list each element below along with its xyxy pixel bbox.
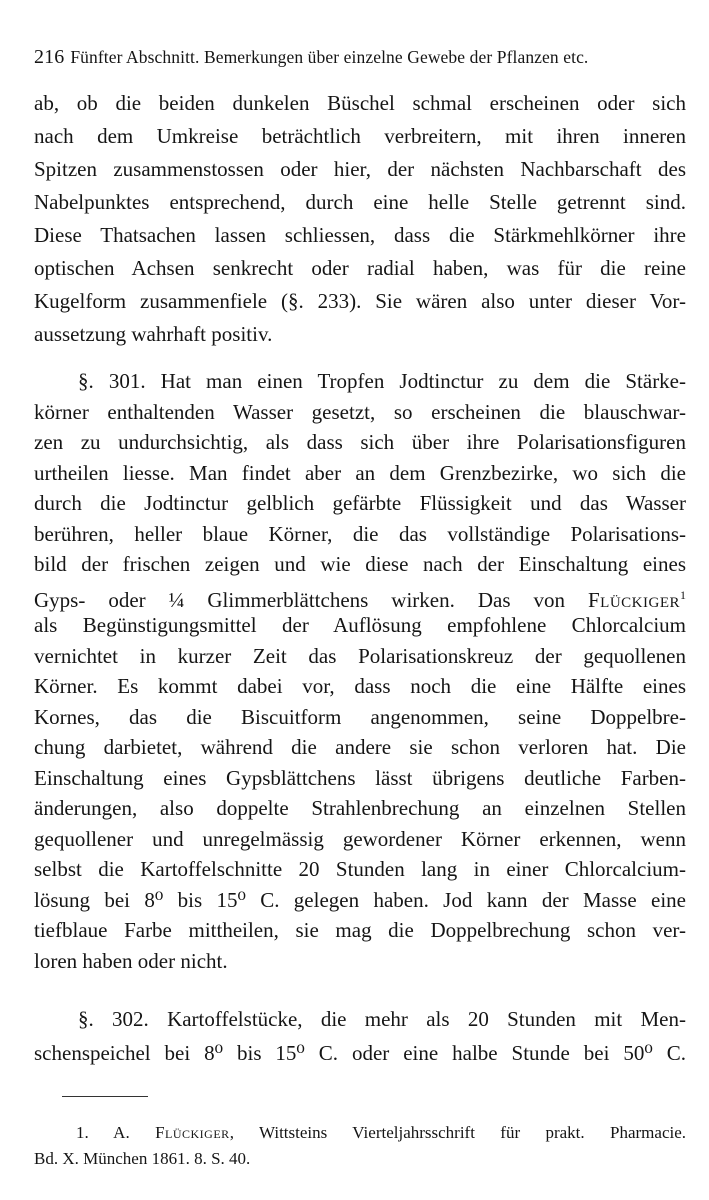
paragraph-line: chung darbietet, während die andere sie schon verloren hat. Die xyxy=(34,735,686,759)
paragraph-line: loren haben oder nicht. xyxy=(34,948,228,973)
paragraph-line: durch die Jodtinctur gelblich gefärbte Flüssigkeit und das Wasser xyxy=(34,491,686,515)
footnote-rule xyxy=(62,1096,148,1097)
author-name: Flückiger xyxy=(587,587,680,612)
paragraph-line xyxy=(34,578,686,612)
paragraph-line: tiefblaue Farbe mittheilen, sie mag die Doppelbrechung schon ver- xyxy=(34,918,686,942)
section-302-line: §. 302. Kartoffelstücke, die mehr als 20 Stunden mit Men- xyxy=(78,1006,686,1031)
footnote-author-initial: A. xyxy=(113,1123,130,1142)
paragraph-line: Diese Thatsachen lassen schliessen, dass die Stärkmehlkörner ihre xyxy=(34,223,686,247)
paragraph-line: körner enthaltenden Wasser gesetzt, so erscheinen die blauschwar- xyxy=(34,399,686,424)
footnote-line: Bd. X. München 1861. 8. S. 40. xyxy=(34,1149,251,1168)
paragraph-line: vernichtet in kurzer Zeit das Polarisationskreuz der gequollenen xyxy=(34,643,686,668)
footnote-author: Flückiger xyxy=(155,1123,230,1142)
paragraph-line: ab, ob die beiden dunkelen Büschel schmal erscheinen oder sich xyxy=(34,91,686,115)
paragraph-line: Kornes, das die Biscuitform angenommen, seine Doppelbre- xyxy=(34,704,686,729)
paragraph-line: gequollener und unregelmässig gewordener Körner erkennen, wenn xyxy=(34,826,686,851)
page-number: 216 xyxy=(34,46,65,68)
footnote-line xyxy=(76,1120,686,1146)
paragraph-line: nach dem Umkreise beträchtlich verbreitern, mit ihren inneren xyxy=(34,124,686,148)
paragraph-line: Einschaltung eines Gypsblättchens lässt übrigens deutliche Farben- xyxy=(34,765,686,790)
paragraph-line: änderungen, also doppelte Strahlenbrechung an einzelnen Stellen xyxy=(34,796,686,820)
paragraph-line: schenspeichel bei 8⁰ bis 15⁰ C. oder eine halbe Stunde bei 50⁰ C. xyxy=(34,1040,686,1065)
line-text: Gyps- oder ¼ Glimmerblättchens wirken. Das von xyxy=(34,587,588,612)
paragraph-line: Spitzen zusammenstossen oder hier, der nächsten Nachbarschaft des xyxy=(34,157,686,181)
paragraph-line: lösung bei 8⁰ bis 15⁰ C. gelegen haben. Jod kann der Masse eine xyxy=(34,887,686,912)
paragraph-line: aussetzung wahrhaft positiv. xyxy=(34,322,273,346)
footnote-text: , Wittsteins Vierteljahrsschrift für prakt. Pharmacie. xyxy=(229,1123,687,1142)
paragraph-line: optischen Achsen senkrecht oder radial haben, was für die reine xyxy=(34,256,686,280)
paragraph-line: berühren, heller blaue Körner, die das vollständige Polarisations- xyxy=(34,521,686,546)
paragraph-line: zen zu undurchsichtig, als dass sich über ihre Polarisationsfiguren xyxy=(34,430,686,454)
paragraph-line: bild der frischen zeigen und wie diese nach der Einschaltung eines xyxy=(34,552,686,576)
paragraph-line: Nabelpunktes entsprechend, durch eine helle Stelle getrennt sind. xyxy=(34,190,686,214)
paragraph-line: Kugelform zusammenfiele (§. 233). Sie wären also unter dieser Vor- xyxy=(34,289,686,313)
footnote-number: 1. xyxy=(76,1123,89,1142)
paragraph-line: als Begünstigungsmittel der Auflösung empfohlene Chlorcalcium xyxy=(34,613,686,637)
paragraph-line: Körner. Es kommt dabei vor, dass noch die eine Hälfte eines xyxy=(34,674,686,698)
paragraph-line: selbst die Kartoffelschnitte 20 Stunden lang in einer Chlorcalcium- xyxy=(34,857,686,881)
running-head xyxy=(34,44,704,70)
section-301-line: §. 301. Hat man einen Tropfen Jodtinctur zu dem die Stärke- xyxy=(78,369,686,393)
footnote-marker: 1 xyxy=(680,587,686,602)
paragraph-line: urtheilen liesse. Man findet aber an dem Grenzbezirke, wo sich die xyxy=(34,460,686,485)
running-title: Fünfter Abschnitt. Bemerkungen über einzelne Gewebe der Pflanzen etc. xyxy=(70,47,589,67)
